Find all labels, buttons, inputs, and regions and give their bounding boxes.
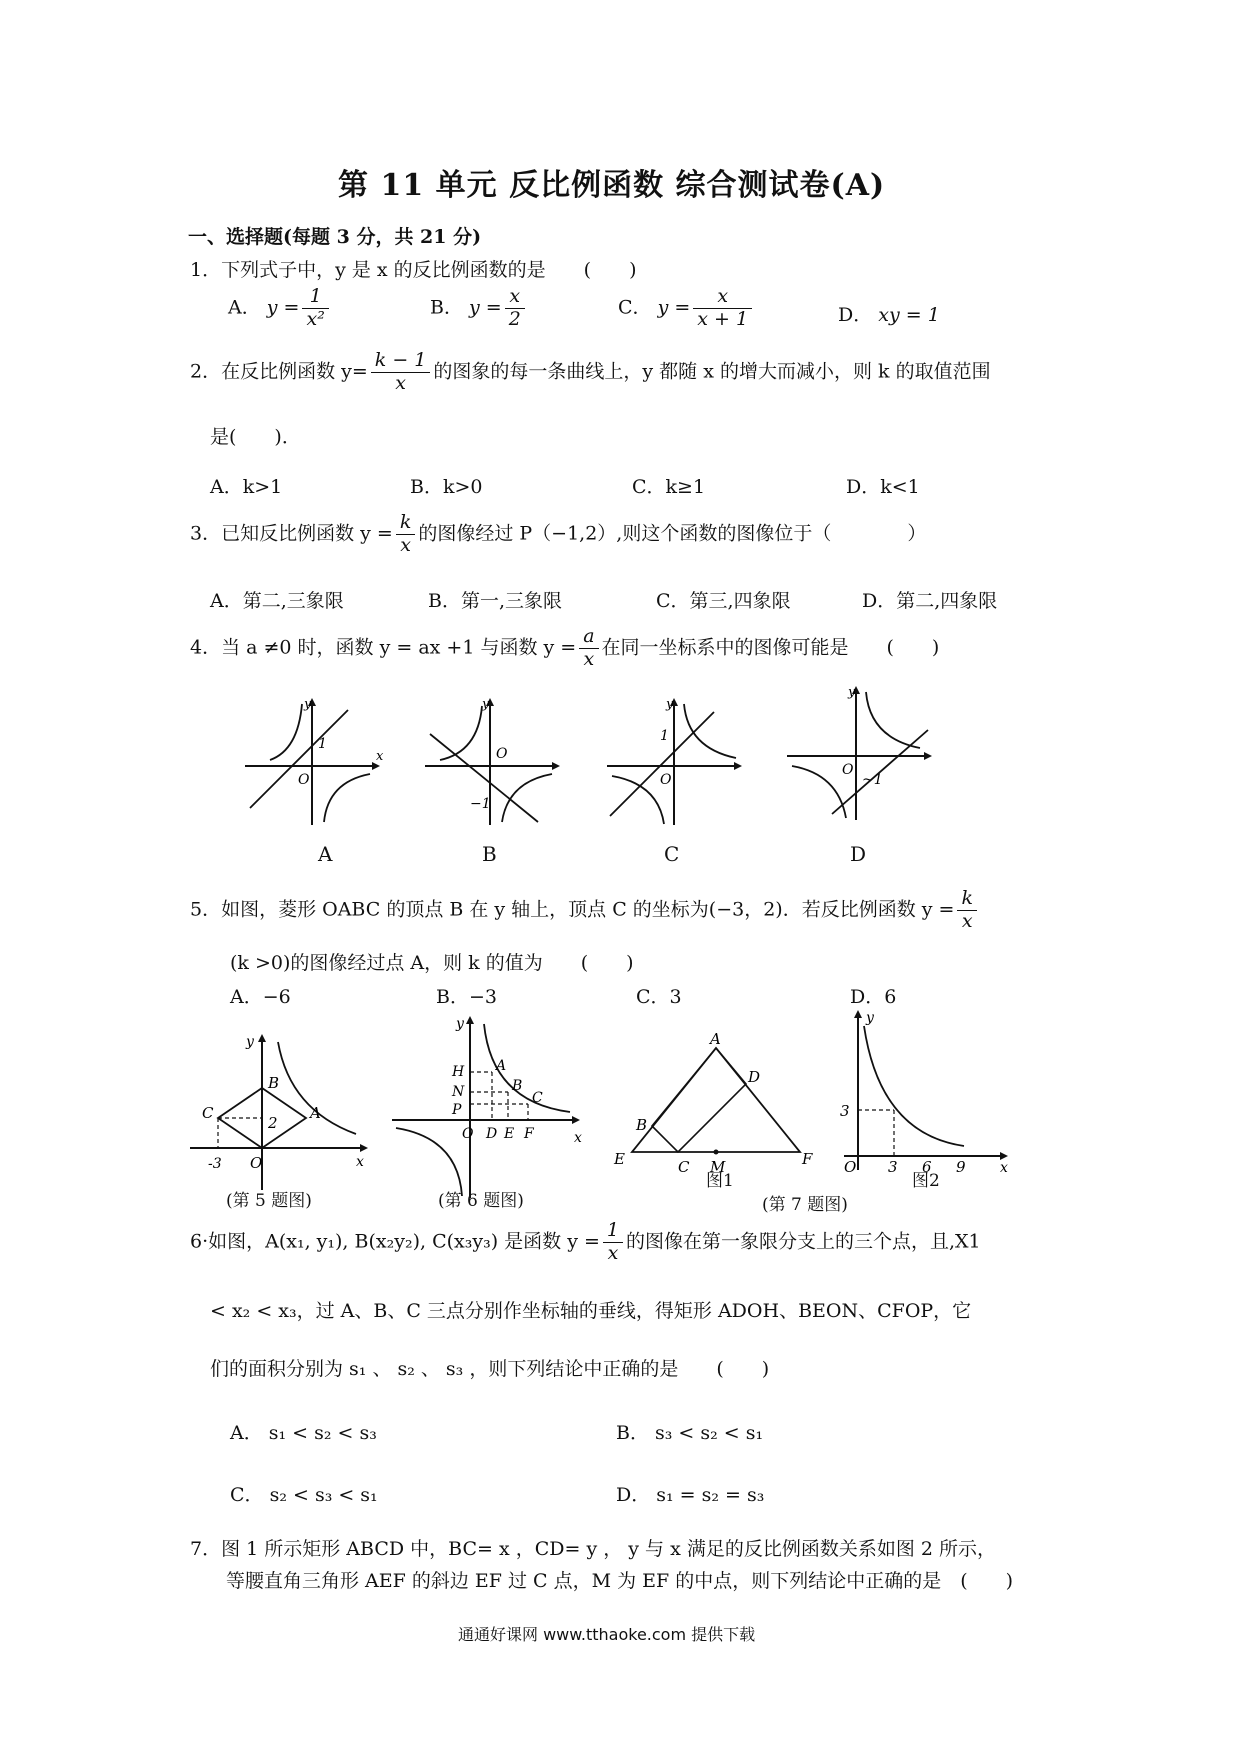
svg-text:A: A bbox=[496, 1058, 507, 1074]
caption-figure-7: (第 7 题图) bbox=[762, 1195, 848, 1215]
svg-text:C: C bbox=[532, 1090, 543, 1106]
q4-graph-b bbox=[420, 690, 570, 830]
svg-text:B: B bbox=[512, 1078, 523, 1094]
question-6-line-2: < x₂ < x₃，过 A、B、C 三点分别作坐标轴的垂线，得矩形 ADOH、BEON、CFOP，它 bbox=[210, 1300, 972, 1322]
svg-text:D: D bbox=[748, 1068, 761, 1086]
svg-text:x: x bbox=[1000, 1160, 1008, 1176]
svg-text:3: 3 bbox=[840, 1102, 850, 1120]
question-2-option-b: B．k>0 bbox=[410, 476, 483, 498]
svg-text:M: M bbox=[710, 1158, 726, 1176]
svg-text:O: O bbox=[660, 772, 672, 788]
question-2-option-c: C．k≥1 bbox=[632, 476, 706, 498]
caption-figure-7-diagram-2: 图2 bbox=[912, 1171, 940, 1191]
svg-text:O: O bbox=[842, 762, 854, 778]
question-5-option-d: D．6 bbox=[850, 986, 897, 1008]
svg-text:A: A bbox=[710, 1030, 721, 1048]
figure-5 bbox=[186, 1030, 376, 1200]
question-2-stem: 2．在反比例函数 y= $\frac{k - 1}{x}$ 的图象的每一条曲线上，y 都随 x 的增大而减小，则 k 的取值范围 bbox=[190, 349, 991, 394]
question-7-line-1: 7．图 1 所示矩形 ABCD 中，BC= x ，CD= y ， y 与 x 满足的反比例函数关系如图 2 所示， bbox=[190, 1538, 996, 1560]
question-6-option-d: D． s₁ = s₂ = s₃ bbox=[616, 1484, 765, 1506]
svg-text:3: 3 bbox=[888, 1158, 898, 1176]
question-1-option-b: B． y = $\frac{x}{2}$ bbox=[430, 286, 528, 331]
question-5-option-a: A．−6 bbox=[230, 986, 291, 1008]
svg-text:O: O bbox=[462, 1126, 474, 1142]
svg-text:y: y bbox=[482, 697, 490, 712]
caption-figure-5: (第 5 题图) bbox=[226, 1191, 312, 1211]
q4-label-a: A bbox=[318, 842, 333, 866]
question-6-stem: 6·如图，A(x₁, y₁), B(x₂y₂), C(x₃y₃) 是函数 y = $\frac{1}{x}$ 的图像在第一象限分支上的三个点，且,X1 bbox=[190, 1219, 981, 1264]
svg-text:E: E bbox=[504, 1126, 515, 1142]
svg-text:9: 9 bbox=[956, 1158, 966, 1176]
question-4-stem: 4．当 a ≠0 时，函数 y = ax +1 与函数 y = $\frac{a}{x}$ 在同一坐标系中的图像可能是 ( ) bbox=[190, 625, 940, 670]
q4-label-c: C bbox=[664, 842, 680, 866]
caption-figure-7-diagram-1: 图1 bbox=[706, 1171, 734, 1191]
question-2-option-a: A．k>1 bbox=[210, 476, 283, 498]
svg-text:O: O bbox=[298, 772, 310, 788]
svg-text:B: B bbox=[636, 1116, 648, 1134]
footer-credit: 通通好课网 www.tthaoke.com 提供下载 bbox=[458, 1625, 756, 1644]
svg-text:1: 1 bbox=[660, 728, 669, 744]
q4-graph-a bbox=[240, 690, 390, 830]
svg-text:y: y bbox=[866, 1010, 874, 1026]
svg-text:D: D bbox=[486, 1126, 498, 1142]
figure-7-diagram-1 bbox=[606, 1026, 826, 1186]
svg-text:F: F bbox=[802, 1150, 813, 1168]
question-5-stem: 5．如图，菱形 OABC 的顶点 B 在 y 轴上，顶点 C 的坐标为(−3，2)．若反比例函数 y = $\frac{k}{x}$ bbox=[190, 888, 980, 933]
question-1-option-a: A． y = $\frac{1}{\text{x²}}$ bbox=[228, 286, 332, 331]
question-5-continued: (k >0)的图像经过点 A，则 k 的值为 ( ) bbox=[230, 952, 634, 974]
question-1-stem: 1．下列式子中，y 是 x 的反比例函数的是 ( ) bbox=[190, 259, 637, 281]
svg-text:x: x bbox=[574, 1130, 582, 1146]
svg-text:2: 2 bbox=[268, 1114, 278, 1132]
svg-text:y: y bbox=[456, 1016, 464, 1032]
caption-figure-6: (第 6 题图) bbox=[438, 1191, 524, 1211]
q4-graph-c bbox=[602, 690, 752, 830]
svg-text:x: x bbox=[356, 1154, 364, 1170]
question-3-option-b: B．第一,三象限 bbox=[428, 590, 563, 612]
svg-text:O: O bbox=[844, 1158, 857, 1176]
svg-text:-3: -3 bbox=[208, 1156, 222, 1172]
svg-text:O: O bbox=[250, 1154, 263, 1172]
svg-text:H: H bbox=[452, 1064, 465, 1080]
question-2-continued: 是( )． bbox=[210, 426, 301, 448]
question-1-option-c: C． y = $\frac{x}{x + 1}$ bbox=[618, 286, 755, 331]
question-3-option-c: C．第三,四象限 bbox=[656, 590, 791, 612]
svg-text:x: x bbox=[376, 749, 384, 764]
svg-text:B: B bbox=[268, 1074, 280, 1092]
question-6-option-b: B． s₃ < s₂ < s₁ bbox=[616, 1422, 764, 1444]
question-7-line-2: 等腰直角三角形 AEF 的斜边 EF 过 C 点，M 为 EF 的中点，则下列结论中正确的是 ( ) bbox=[226, 1570, 1014, 1592]
question-6-line-3: 们的面积分别为 s₁ 、 s₂ 、 s₃ ，则下列结论中正确的是 ( ) bbox=[210, 1358, 770, 1380]
question-3-option-d: D．第二,四象限 bbox=[862, 590, 998, 612]
svg-text:P: P bbox=[452, 1102, 462, 1118]
question-3-option-a: A．第二,三象限 bbox=[210, 590, 344, 612]
svg-text:F: F bbox=[524, 1126, 534, 1142]
svg-text:O: O bbox=[496, 746, 508, 762]
svg-text:N: N bbox=[452, 1084, 465, 1100]
svg-text:~1: ~1 bbox=[862, 772, 883, 788]
question-3-stem: 3．已知反比例函数 y = $\frac{k}{x}$ 的图像经过 P（−1,2）,则这个函数的图像位于（ ） bbox=[190, 511, 927, 556]
question-1-option-d: D． xy = 1 bbox=[838, 304, 940, 326]
svg-text:A: A bbox=[310, 1104, 321, 1122]
svg-text:C: C bbox=[202, 1104, 214, 1122]
section-heading: 一、选择题(每题 3 分，共 21 分) bbox=[188, 226, 482, 248]
question-2-option-d: D．k<1 bbox=[846, 476, 920, 498]
svg-text:y: y bbox=[666, 697, 674, 712]
svg-text:y: y bbox=[848, 685, 856, 700]
svg-text:y: y bbox=[246, 1034, 254, 1050]
q4-label-d: D bbox=[850, 842, 867, 866]
figure-7-diagram-2 bbox=[830, 1006, 1020, 1176]
svg-text:E: E bbox=[614, 1150, 625, 1168]
svg-text:1: 1 bbox=[318, 736, 327, 752]
q4-label-b: B bbox=[482, 842, 497, 866]
q4-graph-d bbox=[782, 680, 942, 830]
question-5-option-c: C．3 bbox=[636, 986, 682, 1008]
svg-text:C: C bbox=[678, 1158, 690, 1176]
question-6-option-a: A． s₁ < s₂ < s₃ bbox=[230, 1422, 377, 1444]
figure-6 bbox=[388, 1012, 588, 1202]
question-6-option-c: C． s₂ < s₃ < s₁ bbox=[230, 1484, 378, 1506]
svg-text:6: 6 bbox=[922, 1158, 932, 1176]
question-5-option-b: B．−3 bbox=[436, 986, 497, 1008]
svg-text:−1: −1 bbox=[470, 796, 491, 812]
svg-text:y: y bbox=[304, 697, 312, 712]
page-title: 第 11 单元 反比例函数 综合测试卷(A) bbox=[338, 168, 886, 203]
